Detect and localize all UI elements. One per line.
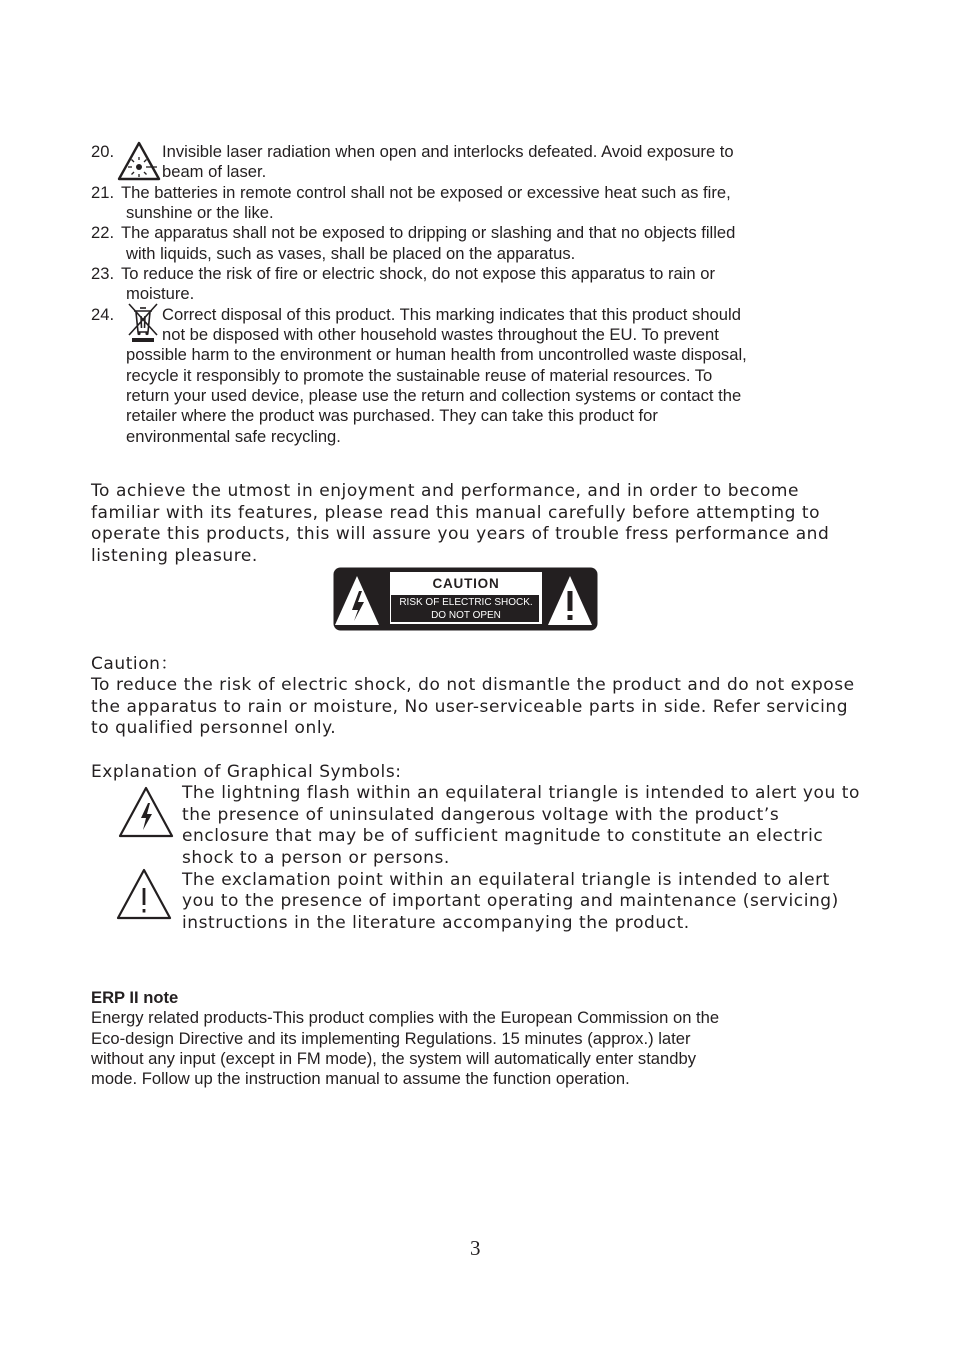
- caution-line: To reduce the risk of electric shock, do not dismantle the product and do not expose: [91, 675, 855, 695]
- lightning-explanation: enclosure that may be of sufficient magnitude to constitute an electric: [182, 826, 824, 846]
- lightning-triangle-icon: [117, 785, 175, 839]
- intro-line: operate this products, this will assure you years of trouble fress performance and: [91, 524, 830, 544]
- intro-line: listening pleasure.: [91, 546, 258, 566]
- lightning-explanation: the presence of uninsulated dangerous voltage with the product’s: [182, 805, 780, 825]
- item-text: moisture.: [126, 284, 195, 303]
- symbols-heading: Explanation of Graphical Symbols:: [91, 762, 402, 782]
- lightning-explanation: shock to a person or persons.: [182, 848, 450, 868]
- caution-line: to qualified personnel only.: [91, 718, 337, 738]
- item-number: 21.: [91, 183, 115, 202]
- caution-label: [333, 567, 598, 631]
- item-text: To reduce the risk of fire or electric shock, do not expose this apparatus to rain or: [121, 264, 715, 283]
- item-text: The batteries in remote control shall not be exposed or excessive heat such as fire,: [121, 183, 731, 202]
- exclamation-explanation: you to the presence of important operating and maintenance (servicing): [182, 891, 839, 911]
- exclamation-explanation: instructions in the literature accompanying the product.: [182, 913, 690, 933]
- item-text: recycle it responsibly to promote the sustainable reuse of material resources. To: [126, 366, 713, 385]
- item-text: possible harm to the environment or human health from uncontrolled waste disposal,: [126, 345, 747, 364]
- item-number: 24.: [91, 305, 115, 324]
- erp-line: Energy related products-This product complies with the European Commission on the: [91, 1008, 720, 1027]
- caution-label-title: CAUTION: [432, 576, 500, 591]
- caution-line: the apparatus to rain or moisture, No user-serviceable parts in side. Refer servicing: [91, 697, 849, 717]
- item-number: 22.: [91, 223, 115, 242]
- item-text: environmental safe recycling.: [126, 427, 341, 446]
- caution-label-line: RISK OF ELECTRIC SHOCK.: [399, 597, 533, 608]
- caution-label-line: DO NOT OPEN: [431, 610, 501, 621]
- intro-line: To achieve the utmost in enjoyment and performance, and in order to become: [91, 481, 800, 501]
- erp-heading: ERP II note: [91, 988, 179, 1007]
- item-number: 23.: [91, 264, 115, 283]
- erp-line: Eco-design Directive and its implementing Regulations. 15 minutes (approx.) later: [91, 1029, 691, 1048]
- crossed-bin-icon: [126, 302, 160, 342]
- erp-line: mode. Follow up the instruction manual to assume the function operation.: [91, 1069, 630, 1088]
- item-text: not be disposed with other household wastes throughout the EU. To prevent: [162, 325, 719, 344]
- exclamation-explanation: The exclamation point within an equilateral triangle is intended to alert: [182, 870, 830, 890]
- caution-heading: Caution：: [91, 654, 179, 674]
- item-text: Correct disposal of this product. This marking indicates that this product should: [162, 305, 741, 324]
- item-text: with liquids, such as vases, shall be placed on the apparatus.: [126, 244, 576, 263]
- item-text: return your used device, please use the return and collection systems or contact the: [126, 386, 742, 405]
- item-text: Invisible laser radiation when open and interlocks defeated. Avoid exposure to: [162, 142, 734, 161]
- item-text: The apparatus shall not be exposed to dripping or slashing and that no objects filled: [121, 223, 736, 242]
- intro-line: familiar with its features, please read this manual carefully before attempting to: [91, 503, 821, 523]
- item-text: beam of laser.: [162, 162, 267, 181]
- item-text: sunshine or the like.: [126, 203, 274, 222]
- page-number: 3: [470, 1236, 481, 1260]
- erp-line: without any input (except in FM mode), the system will automatically enter standby: [91, 1049, 697, 1068]
- exclamation-triangle-icon: [115, 867, 173, 921]
- item-number: 20.: [91, 142, 115, 161]
- lightning-explanation: The lightning flash within an equilateral triangle is intended to alert you to: [182, 783, 860, 803]
- laser-warning-icon: [117, 141, 161, 181]
- item-text: retailer where the product was purchased. They can take this product for: [126, 406, 658, 425]
